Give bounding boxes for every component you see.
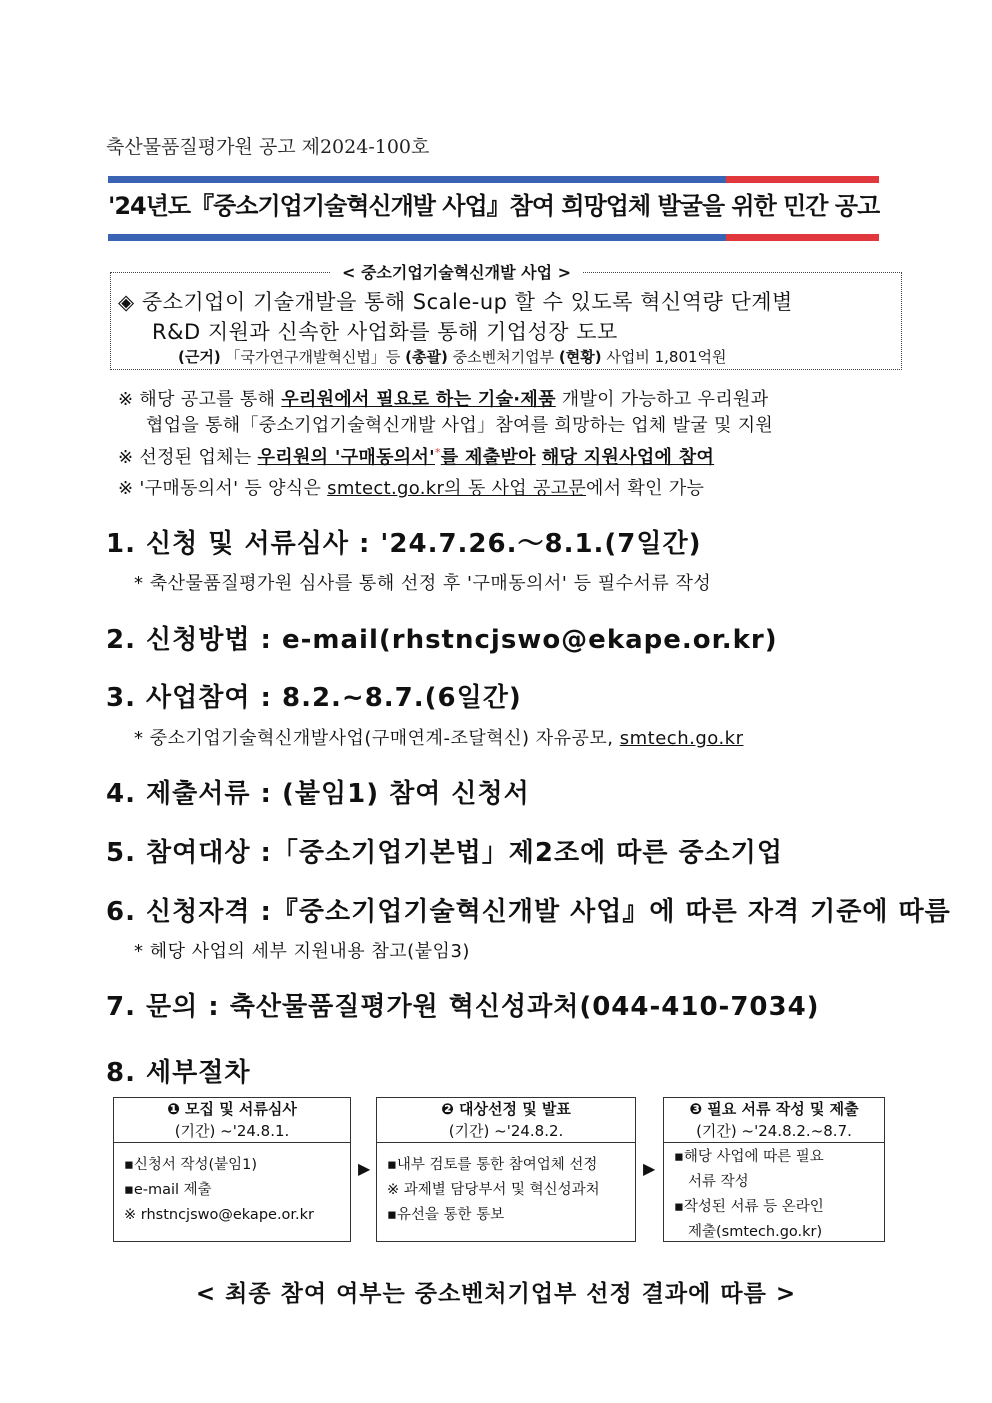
note-3	[118, 474, 704, 500]
note-1-b: 우리원에서 필요로 하는 기술·제품	[281, 389, 556, 410]
note-2-c: 를 제출받아	[440, 447, 536, 468]
box-line-2: R&D 지원과 신속한 사업화를 통해 기업성장 도모	[152, 320, 618, 344]
note-2	[118, 443, 714, 469]
step-1-period: (기간) ~'24.8.1.	[174, 1122, 290, 1140]
step-1-body	[114, 1143, 350, 1238]
bar-blue	[108, 176, 726, 183]
step-3-period: (기간) ~'24.8.2.~8.7.	[696, 1122, 852, 1140]
step-2-box	[376, 1097, 636, 1242]
section-2-method: 2. 신청방법 : e-mail(rhstncjswo@ekape.or.kr)	[106, 625, 778, 655]
step-1-header	[114, 1098, 350, 1143]
status-text: 사업비 1,801억원	[606, 348, 727, 366]
section-8-procedure: 8. 세부절차	[106, 1058, 251, 1088]
section-4-documents: 4. 제출서류 : (붙임1) 참여 신청서	[106, 779, 530, 809]
step-3-item: 제출(smtech.go.kr)	[688, 1224, 823, 1240]
bar-blue	[108, 234, 726, 241]
step-1-item: ※ rhstncjswo@ekape.or.kr	[124, 1207, 315, 1223]
step-2-item: ▪유선을 통한 통보	[387, 1207, 505, 1223]
note-3-c: 에서 확인 가능	[586, 478, 705, 499]
notice-number: 축산물품질평가원 공고 제2024-100호	[106, 136, 430, 158]
bar-red	[726, 234, 879, 241]
section-6-qualification: 6. 신청자격 :『중소기업기술혁신개발 사업』에 따른 자격 기준에 따름	[106, 897, 951, 927]
step-3-title: ❸ 필요 서류 작성 및 제출	[689, 1100, 859, 1118]
title-bar-top	[108, 176, 879, 183]
note-2-a: ※ 선정된 업체는	[118, 447, 258, 468]
step-3-box	[663, 1097, 885, 1242]
section-3-participation: 3. 사업참여 : 8.2.~8.7.(6일간)	[106, 683, 522, 713]
box-caption: < 중소기업기술혁신개발 사업 >	[330, 260, 583, 283]
box-line-1: ◈ 중소기업이 기술개발을 통해 Scale-up 할 수 있도록 혁신역량 단계별	[118, 290, 793, 314]
step-3-item: 서류 작성	[688, 1174, 749, 1190]
arrow-right-icon: ▶	[643, 1159, 656, 1178]
section-7-contact: 7. 문의 : 축산물품질평가원 혁신성과처(044-410-7034)	[106, 992, 820, 1022]
section-6-note: * 헤당 사업의 세부 지원내용 참고(붙임3)	[134, 941, 470, 962]
basis-text: 「국가연구개발혁신법」등	[225, 348, 401, 366]
note-1	[118, 385, 768, 411]
step-3-body	[664, 1143, 884, 1247]
step-2-item: ▪내부 검토를 통한 참여업체 선정	[387, 1157, 598, 1173]
step-3-header	[664, 1098, 884, 1143]
smtech-link[interactable]: smtech.go.kr	[619, 728, 744, 749]
section-3-note	[134, 724, 744, 750]
note-2-b: 우리원의 '구매동의서'	[257, 447, 435, 468]
step-3-item: ▪해당 사업에 따른 필요	[674, 1149, 824, 1165]
step-1-box	[113, 1097, 351, 1242]
arrow-right-icon: ▶	[358, 1159, 371, 1178]
box-line-3	[178, 346, 727, 367]
status-label: (현황)	[558, 348, 602, 366]
note-3-a: ※ '구매동의서' 등 양식은	[118, 478, 328, 499]
note-1-line-2: 협업을 통해「중소기업기술혁신개발 사업」참여를 희망하는 업체 발굴 및 지원	[146, 415, 774, 436]
note-2-e: 해당 지원사업에 참여	[541, 447, 715, 468]
oversee-label: (총괄)	[405, 348, 448, 366]
step-2-body	[377, 1143, 635, 1238]
note-2-star: *	[434, 446, 441, 459]
section-1-apply-review: 1. 신청 및 서류심사 : '24.7.26.～8.1.(7일간)	[106, 529, 702, 559]
note-3-link: smtect.go.kr의 동 사업 공고문	[327, 478, 587, 499]
step-2-header	[377, 1098, 635, 1143]
section-1-note: * 축산물품질평가원 심사를 통해 선정 후 '구매동의서' 등 필수서류 작성	[134, 573, 712, 594]
step-2-item: ※ 과제별 담당부서 및 혁신성과처	[387, 1182, 600, 1198]
oversee-text: 중소벤처기업부	[452, 348, 555, 366]
step-3-item: ▪작성된 서류 등 온라인	[674, 1199, 824, 1215]
step-2-title: ❷ 대상선정 및 발표	[441, 1100, 571, 1118]
page-title: '24년도『중소기업기술혁신개발 사업』참여 희망업체 발굴을 위한 민간 공고	[108, 192, 880, 220]
section-3-note-text: * 중소기업기술혁신개발사업(구매연계-조달혁신) 자유공모,	[134, 728, 620, 749]
basis-label: (근거)	[178, 348, 221, 366]
final-notice: < 최종 참여 여부는 중소벤처기업부 선정 결과에 따름 >	[195, 1281, 797, 1307]
step-1-item: ▪e-mail 제출	[124, 1182, 212, 1198]
note-1-a: ※ 해당 공고를 통해	[118, 389, 282, 410]
step-1-item: ▪신청서 작성(붙임1)	[124, 1157, 258, 1173]
step-1-title: ❶ 모집 및 서류심사	[167, 1100, 297, 1118]
section-5-target: 5. 참여대상 :「중소기업기본법」제2조에 따른 중소기업	[106, 838, 783, 868]
step-2-period: (기간) ~'24.8.2.	[448, 1122, 564, 1140]
bar-red	[726, 176, 879, 183]
title-bar-bottom	[108, 234, 879, 241]
note-1-c: 개발이 가능하고 우리원과	[555, 389, 769, 410]
